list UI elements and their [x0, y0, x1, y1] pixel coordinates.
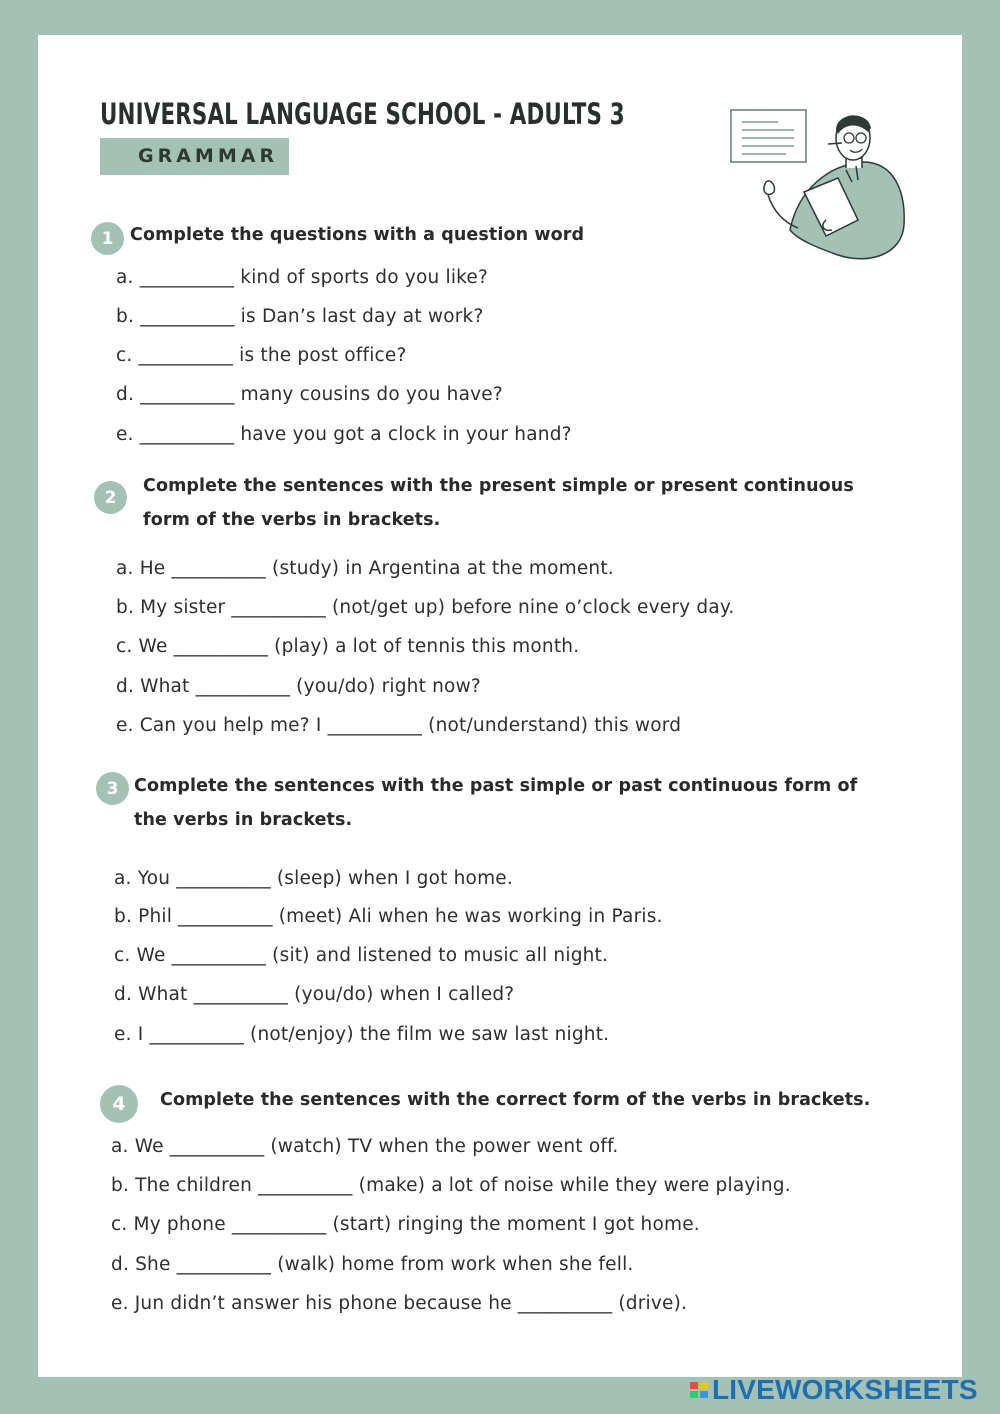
question-4a: a. We __________ (watch) TV when the power went off.	[111, 1136, 619, 1157]
question-2a: a. He __________ (study) in Argentina at the moment.	[116, 558, 614, 579]
instruction-line: Complete the sentences with the present simple or present continuous	[143, 476, 854, 496]
question-1a: a. __________ kind of sports do you like?	[116, 267, 489, 288]
question-1e: e. __________ have you got a clock in your hand?	[116, 424, 572, 445]
question-2c: c. We __________ (play) a lot of tennis this month.	[116, 636, 580, 657]
question-1d: d. __________ many cousins do you have?	[116, 384, 503, 405]
question-3b: b. Phil __________ (meet) Ali when he was working in Paris.	[114, 906, 663, 927]
instruction-line: Complete the sentences with the correct form of the verbs in brackets.	[160, 1090, 871, 1110]
liveworksheets-brand: LIVEWORKSHEETS	[712, 1374, 978, 1405]
subtitle-label: GRAMMAR	[138, 145, 279, 167]
question-3c: c. We __________ (sit) and listened to music all night.	[114, 945, 609, 966]
section-2-instruction	[143, 469, 854, 537]
instruction-line: the verbs in brackets.	[134, 810, 353, 830]
subtitle-badge	[100, 138, 289, 175]
section-2-number: 2	[94, 481, 127, 514]
question-1c: c. __________ is the post office?	[116, 345, 407, 366]
question-4d: d. She __________ (walk) home from work when she fell.	[111, 1254, 634, 1275]
question-3d: d. What __________ (you/do) when I called?	[114, 984, 515, 1005]
question-4e: e. Jun didn’t answer his phone because he __________ (drive).	[111, 1293, 688, 1314]
question-2d: d. What __________ (you/do) right now?	[116, 676, 481, 697]
question-4c: c. My phone __________ (start) ringing the moment I got home.	[111, 1214, 700, 1235]
liveworksheets-logo-icon	[690, 1382, 708, 1398]
section-3-number: 3	[96, 772, 129, 805]
worksheet-page	[38, 35, 962, 1377]
question-4b: b. The children __________ (make) a lot of noise while they were playing.	[111, 1175, 791, 1196]
question-2e: e. Can you help me? I __________ (not/understand) this word	[116, 715, 682, 736]
section-1-number: 1	[91, 222, 124, 255]
section-3-instruction	[134, 769, 857, 837]
page-title: UNIVERSAL LANGUAGE SCHOOL - ADULTS 3	[100, 97, 625, 131]
instruction-line: form of the verbs in brackets.	[143, 510, 441, 530]
instruction-line: Complete the sentences with the past simple or past continuous form of	[134, 776, 858, 796]
question-3a: a. You __________ (sleep) when I got home.	[114, 868, 513, 889]
instruction-line: Complete the questions with a question word	[130, 225, 585, 245]
section-4-instruction	[160, 1083, 870, 1117]
section-4-number: 4	[100, 1085, 138, 1123]
question-2b: b. My sister __________ (not/get up) before nine o’clock every day.	[116, 597, 735, 618]
liveworksheets-logo[interactable]	[690, 1375, 978, 1405]
teacher-illustration	[728, 70, 908, 265]
question-1b: b. __________ is Dan’s last day at work?	[116, 306, 484, 327]
question-3e: e. I __________ (not/enjoy) the film we saw last night.	[114, 1024, 610, 1045]
section-1-instruction	[130, 218, 584, 252]
